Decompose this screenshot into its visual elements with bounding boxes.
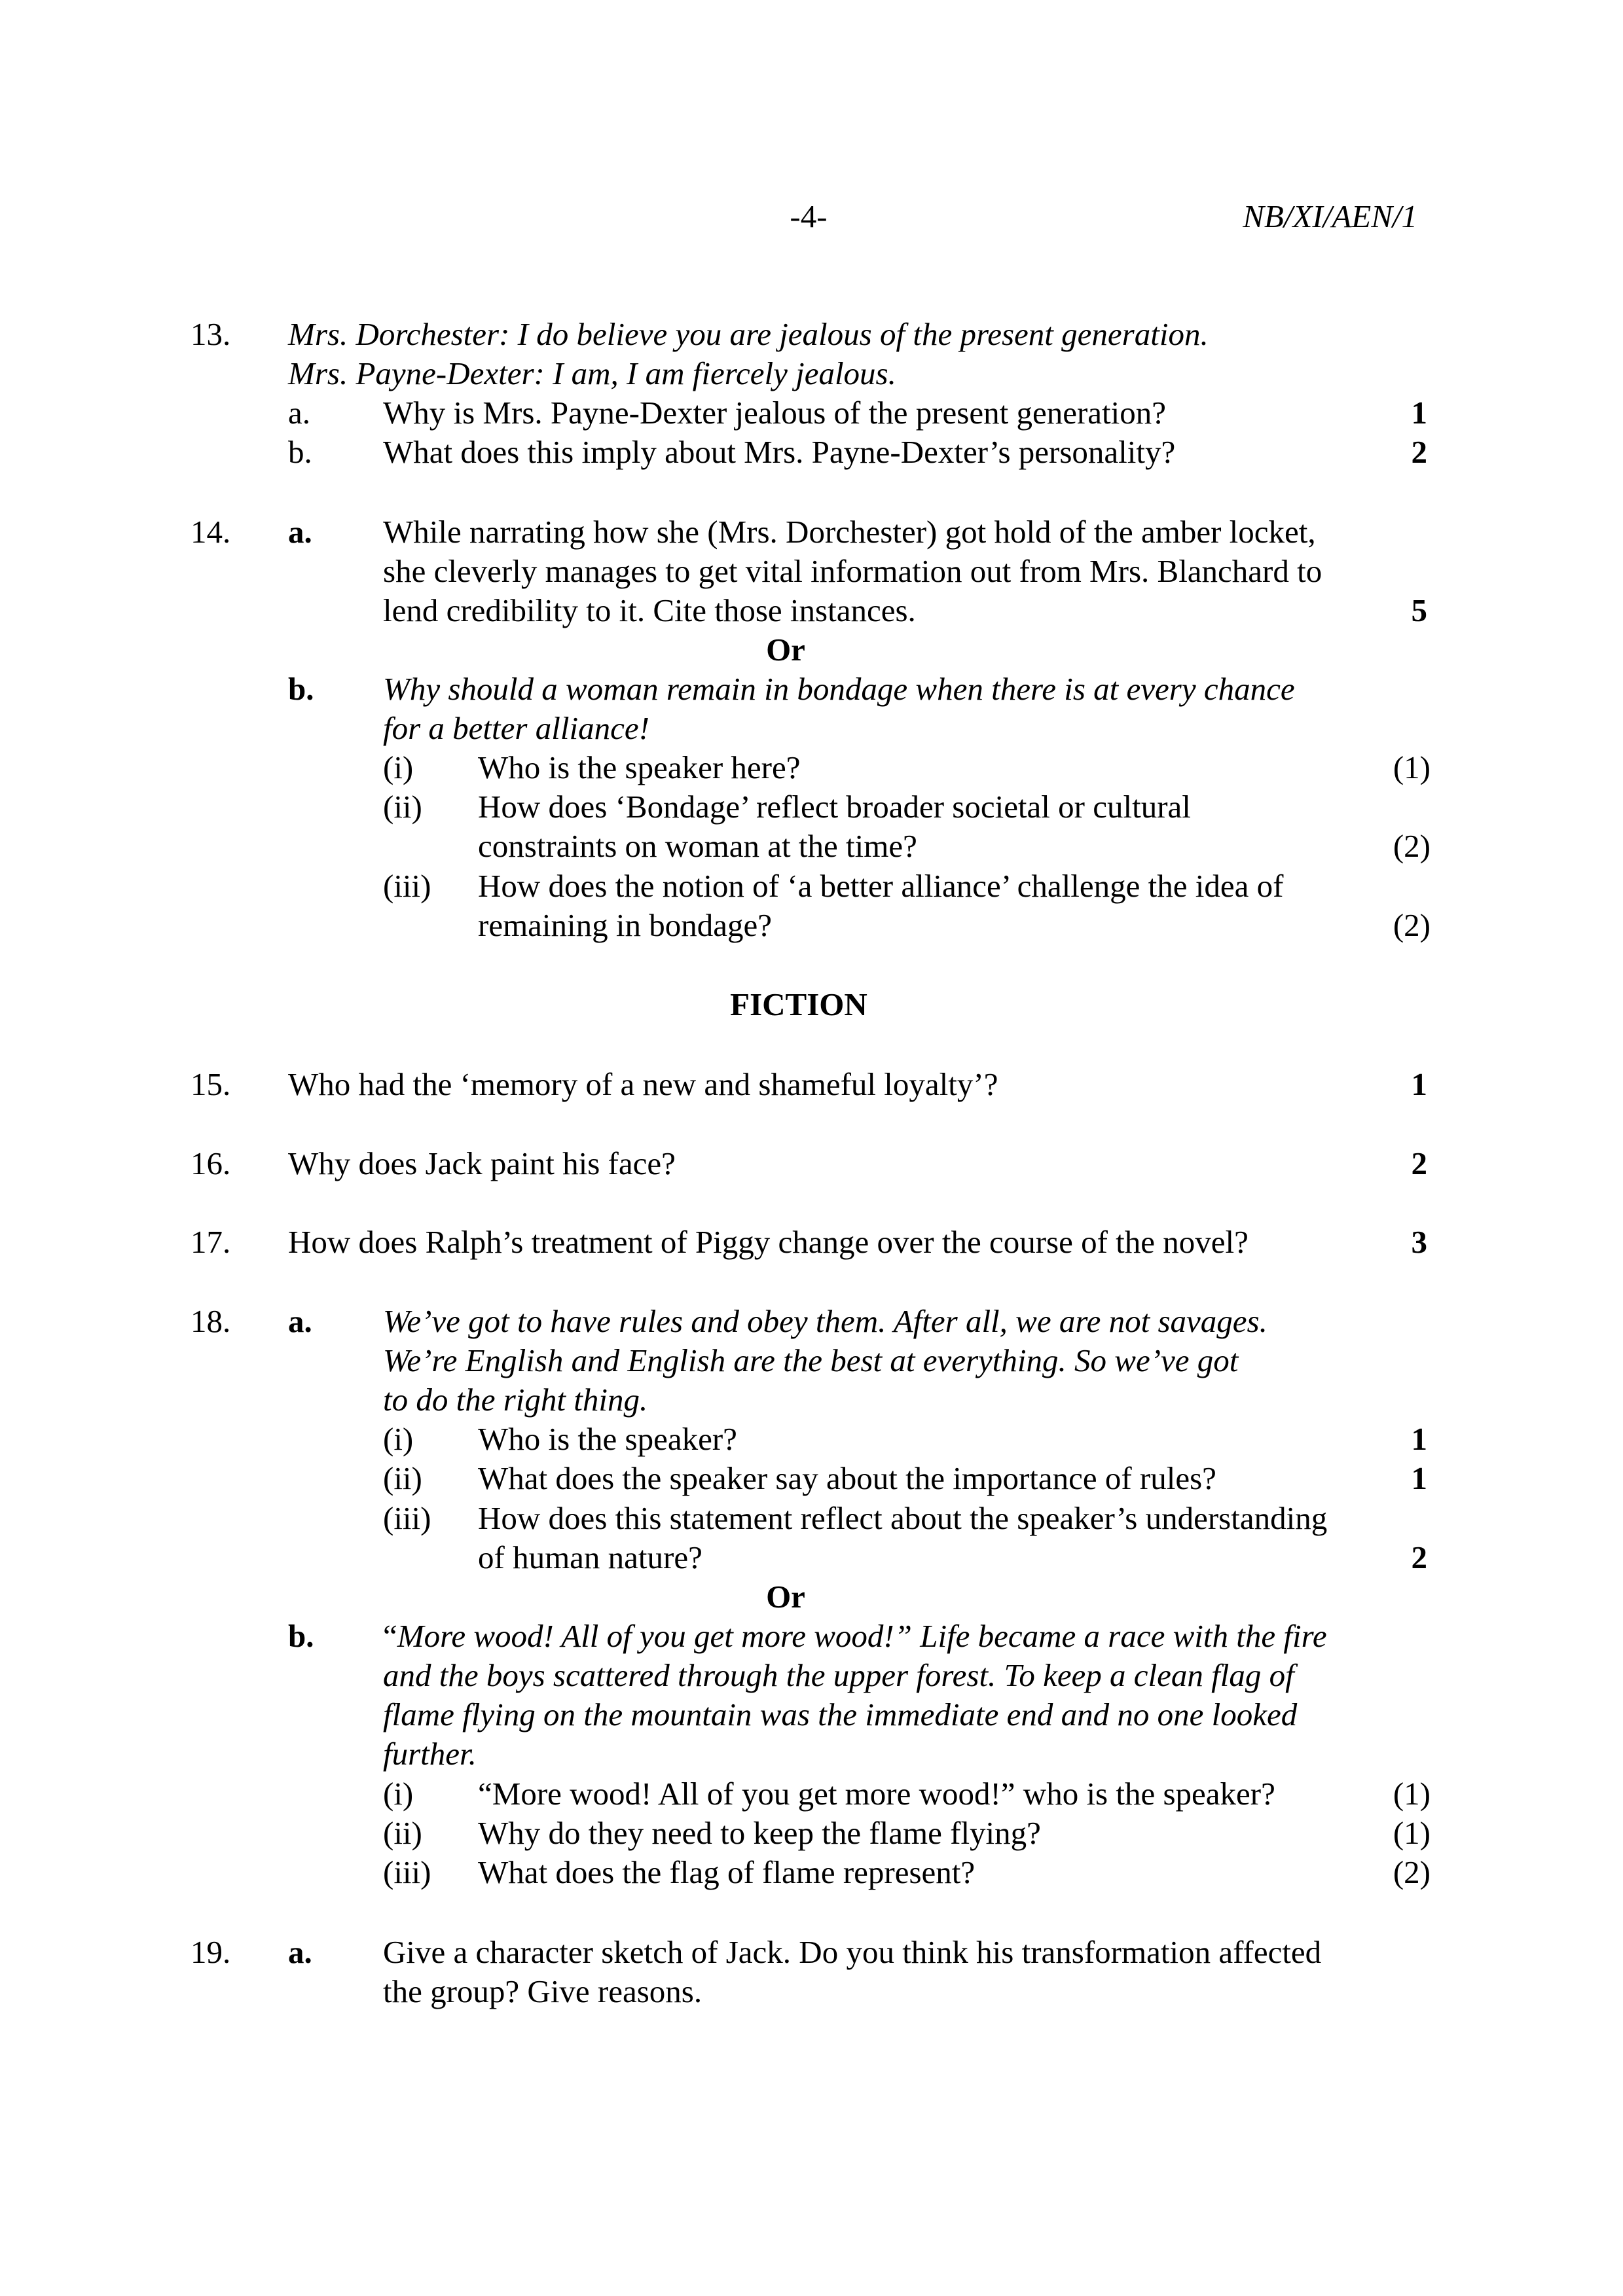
question-text: Who is the speaker here? [478, 749, 801, 785]
question-text: Who is the speaker? [478, 1421, 737, 1457]
question-number: 18. [191, 1303, 231, 1339]
marks: 1 [1411, 1460, 1427, 1496]
question-text: How does ‘Bondage’ reflect broader societal or cultural [478, 789, 1191, 825]
part-label: b. [288, 434, 312, 470]
page-number: -4- [790, 198, 828, 234]
question-text: lend credibility to it. Cite those instances. [383, 592, 916, 628]
quote-line: Mrs. Payne-Dexter: I am, I am fiercely jealous. [288, 355, 896, 391]
marks: 1 [1411, 1421, 1427, 1457]
quote-line: Mrs. Dorchester: I do believe you are jealous of the present generation. [288, 316, 1209, 352]
marks: 2 [1411, 434, 1427, 470]
part-label: a. [288, 1934, 312, 1970]
part-label: a. [288, 1303, 312, 1339]
question-number: 16. [191, 1145, 231, 1181]
question-text: remaining in bondage? [478, 907, 773, 943]
quote-line: for a better alliance! [383, 710, 649, 746]
quote-line: We’ve got to have rules and obey them. After all, we are not savages. [383, 1303, 1267, 1339]
question-text: How does this statement reflect about the speaker’s understanding [478, 1500, 1328, 1536]
section-heading: FICTION [730, 986, 867, 1022]
question-text: What does this imply about Mrs. Payne-Dexter’s personality? [383, 434, 1176, 470]
question-number: 15. [191, 1066, 231, 1102]
question-text: Why is Mrs. Payne-Dexter jealous of the present generation? [383, 395, 1167, 431]
or-separator: Or [766, 1579, 805, 1615]
question-text: she cleverly manages to get vital information out from Mrs. Blanchard to [383, 553, 1322, 589]
quote-line: to do the right thing. [383, 1382, 648, 1418]
part-label: b. [288, 671, 314, 707]
question-text: What does the flag of flame represent? [478, 1854, 976, 1890]
question-text: of human nature? [478, 1539, 702, 1575]
question-text: Who had the ‘memory of a new and shameful loyalty’? [288, 1066, 998, 1102]
sub-label: (ii) [383, 1815, 422, 1851]
question-number: 14. [191, 514, 231, 550]
quote-line: flame flying on the mountain was the immediate end and no one looked [383, 1696, 1298, 1732]
quote-line [383, 1620, 1327, 1652]
or-separator: Or [766, 632, 805, 668]
sub-label: (iii) [383, 1500, 431, 1536]
question-text: How does the notion of ‘a better alliance’ challenge the idea of [478, 868, 1284, 904]
question-text: “More wood! All of you get more wood!” who is the speaker? [478, 1776, 1275, 1812]
sub-label: (iii) [383, 1854, 431, 1890]
sub-label: (iii) [383, 868, 431, 904]
sub-label: (i) [383, 749, 414, 785]
marks: 2 [1411, 1539, 1427, 1575]
marks: (1) [1393, 749, 1431, 785]
sub-label: (i) [383, 1421, 414, 1457]
part-label: a. [288, 395, 310, 431]
marks: 5 [1411, 592, 1427, 628]
quote-line: and the boys scattered through the upper forest. To keep a clean flag of [383, 1657, 1294, 1693]
question-text: Why does Jack paint his face? [288, 1145, 676, 1181]
marks: 1 [1411, 395, 1427, 431]
paper-code: NB/XI/AEN/1 [1243, 198, 1417, 234]
quote-line: We’re English and English are the best at everything. So we’ve got [383, 1342, 1239, 1378]
quote-open-mark: “ [383, 1618, 397, 1654]
sub-label: (ii) [383, 1460, 422, 1496]
marks: 2 [1411, 1145, 1427, 1181]
marks: 1 [1411, 1066, 1427, 1102]
marks: (1) [1393, 1815, 1431, 1851]
sub-label: (i) [383, 1776, 414, 1812]
marks: (2) [1393, 828, 1431, 864]
marks: 3 [1411, 1224, 1427, 1260]
quote-text: More wood! All of you get more wood!” Life became a race with the fire [397, 1618, 1327, 1654]
question-number: 19. [191, 1934, 231, 1970]
quote-line: Why should a woman remain in bondage when there is at every chance [383, 671, 1295, 707]
quote-line: further. [383, 1736, 477, 1772]
marks: (2) [1393, 1854, 1431, 1890]
question-text: the group? Give reasons. [383, 1973, 702, 2009]
question-number: 13. [191, 316, 231, 352]
sub-label: (ii) [383, 789, 422, 825]
question-text: What does the speaker say about the importance of rules? [478, 1460, 1216, 1496]
question-text: While narrating how she (Mrs. Dorchester) got hold of the amber locket, [383, 514, 1316, 550]
question-text: Give a character sketch of Jack. Do you think his transformation affected [383, 1934, 1322, 1970]
question-text: Why do they need to keep the flame flying? [478, 1815, 1041, 1851]
marks: (2) [1393, 907, 1431, 943]
question-text: constraints on woman at the time? [478, 828, 917, 864]
question-number: 17. [191, 1224, 231, 1260]
part-label: a. [288, 514, 312, 550]
marks: (1) [1393, 1776, 1431, 1812]
part-label: b. [288, 1618, 314, 1654]
question-text: How does Ralph’s treatment of Piggy change over the course of the novel? [288, 1224, 1249, 1260]
